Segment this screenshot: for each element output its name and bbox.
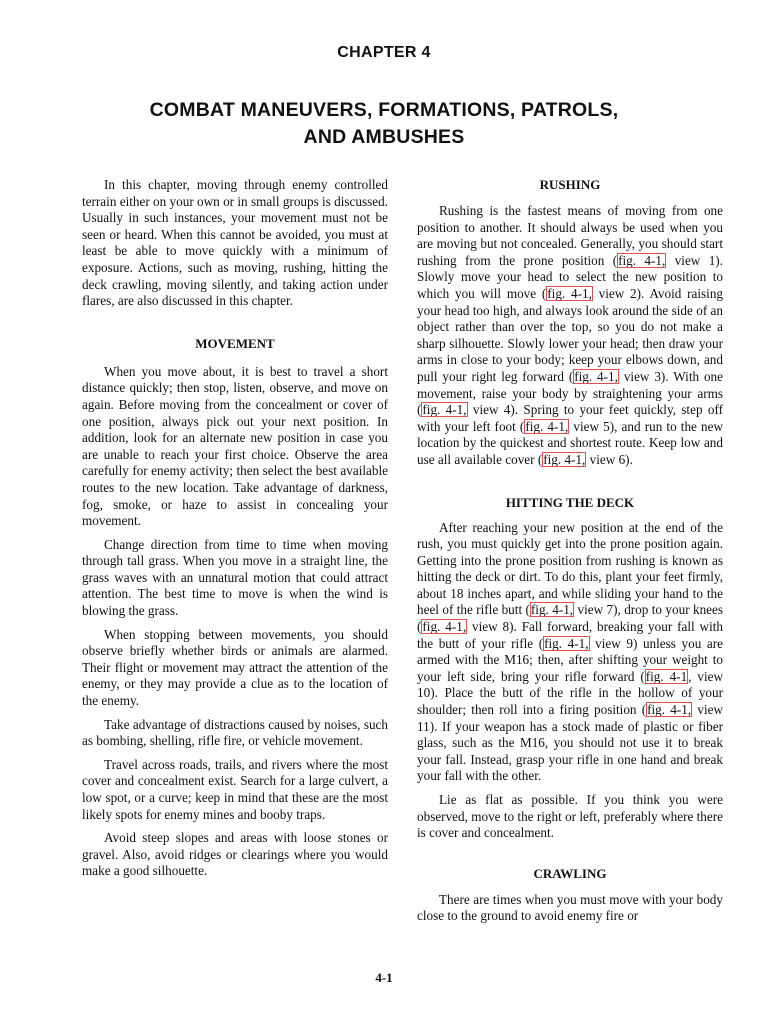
- movement-paragraph-2: Change direction from time to time when moving through tall grass. When you move in a straight line, the grass waves with an unnatural motion that could attract attention. The best time to move is when the wind is blowing the grass.: [82, 536, 388, 619]
- movement-heading: MOVEMENT: [195, 335, 275, 351]
- rushing-text-4: view 3). With one movement, raise your body by straightening your arms (: [417, 368, 724, 418]
- rushing-text-6: view 5), and run to the new location by the quickest and shortest route. Keep low and use all available cover (: [417, 418, 723, 467]
- page-number: 4-1: [375, 970, 393, 985]
- rushing-text-5: view 4). Spring to your feet quickly, step off with your left foot (: [417, 402, 723, 434]
- deck-text-5: , view 10). Place the butt of the rifle in the hollow of your shoulder; then roll into a firing position (: [417, 668, 724, 718]
- deck-text-1: After reaching your new position at the end of the rush, you must quickly get into the prone position again. Getting into the prone position from rushing is known as hitting the deck or dirt. To do this, plant your feet firmly, about 18 inches apart, and while sliding your hand to the heel of the rifle butt (: [417, 519, 723, 618]
- hitting-the-deck-heading: HITTING THE DECK: [505, 494, 635, 510]
- figure-link[interactable]: fig. 4-1,: [530, 602, 574, 618]
- rushing-text-1: Rushing is the fastest means of moving from one position to another. It should always be used when you are moving but not concealed. Generally, you should start rushing from the prone position (: [417, 203, 723, 268]
- deck-text-2: view 7), drop to your knees (: [417, 602, 723, 635]
- figure-link[interactable]: fig. 4-1,: [547, 285, 592, 301]
- figure-link[interactable]: fig. 4-1,: [525, 418, 569, 434]
- chapter-title-line-1: COMBAT MANEUVERS, FORMATIONS, PATROLS,: [149, 99, 619, 121]
- figure-link[interactable]: fig. 4-1,: [574, 368, 618, 384]
- figure-link[interactable]: fig. 4-1,: [422, 402, 467, 418]
- hitting-the-deck-paragraph-2: Lie as flat as possible. If you think you were observed, move to the right or left, preferably where there is cover and concealment.: [417, 792, 723, 841]
- rushing-text-2: view 1). Slowly move your head to select the new position to which you will move (: [417, 252, 723, 301]
- rushing-paragraph: [417, 203, 723, 469]
- left-column: [82, 177, 388, 887]
- figure-link[interactable]: fig. 4-1,: [544, 635, 589, 651]
- rushing-text-7: view 6).: [586, 451, 633, 467]
- movement-paragraph-1: When you move about, it is best to travel a short distance quickly; then stop, listen, observe, and move on again. Before moving from the concealment or cover of one position, always pick out your next position. In addition, look for an alternate new position in case you are unable to reach your first choice. Observe the area carefully for enemy activity; then select the best available routes to the new location. Take advantage of darkness, fog, smoke, or haze to assist in concealing your movement.: [82, 363, 388, 529]
- crawling-paragraph: There are times when you must move with your body close to the ground to avoid enemy fire or: [417, 891, 723, 924]
- movement-paragraph-3: When stopping between movements, you should observe briefly whether birds or animals are alarmed. Their flight or movement may attract the attention of the enemy, or they may provide a clue as to the location of the enemy.: [82, 626, 388, 709]
- right-column: [417, 177, 723, 932]
- figure-link[interactable]: fig. 4-1,: [422, 619, 467, 635]
- intro-paragraph: In this chapter, moving through enemy controlled terrain either on your own or in small groups is discussed. Usually in such instances, your movement must not be seen or heard. When this cannot be avoided, you must at least be able to move quickly with a minimum of exposure. Actions, such as moving, rushing, hitting the deck crawling, moving silently, and taking action under flares, are also discussed in this chapter.: [82, 177, 388, 309]
- movement-paragraph-4: Take advantage of distractions caused by noises, such as bombing, shelling, rifle fire, or vehicle movement.: [82, 716, 388, 749]
- chapter-title: [0, 97, 768, 151]
- chapter-title-line-2: AND AMBUSHES: [303, 126, 465, 148]
- rushing-text-3: view 2). Avoid raising your head too high, and always look around the side of an object rather than over the top, so you do not make a sharp silhouette. Slowly lower your head; then draw your arms in close to your body; keep your elbows down, and pull your right leg forward (: [417, 285, 724, 384]
- deck-text-4: view 9) unless you are armed with the M16; then, after shifting your weight to your left side, bring your rifle forward (: [417, 635, 723, 684]
- crawling-heading: CRAWLING: [533, 865, 607, 881]
- hitting-the-deck-paragraph-1: [417, 520, 723, 786]
- movement-paragraph-5: Travel across roads, trails, and rivers where the most cover and concealment exist. Search for a large culvert, a low spot, or a curve; keep in mind that these are the most likely spots for enemy mines and booby traps.: [82, 756, 388, 822]
- deck-text-3: view 8). Fall forward, breaking your fall with the butt of your rifle (: [417, 619, 724, 651]
- figure-link[interactable]: fig. 4-1,: [618, 252, 666, 268]
- deck-text-6: view 11). If your weapon has a stock made of plastic or fiber glass, such as the M16, you should not use it to break your fall. Instead, grasp your rifle in one hand and break your fall with the other.: [417, 702, 723, 784]
- movement-paragraph-6: Avoid steep slopes and areas with loose stones or gravel. Also, avoid ridges or clearings where you would make a good silhouette.: [82, 830, 388, 879]
- chapter-label: CHAPTER 4: [337, 44, 431, 61]
- figure-link[interactable]: fig. 4-1: [645, 668, 688, 684]
- figure-link[interactable]: fig. 4-1,: [647, 702, 692, 718]
- rushing-heading: RUSHING: [539, 177, 601, 192]
- figure-link[interactable]: fig. 4-1,: [543, 451, 586, 467]
